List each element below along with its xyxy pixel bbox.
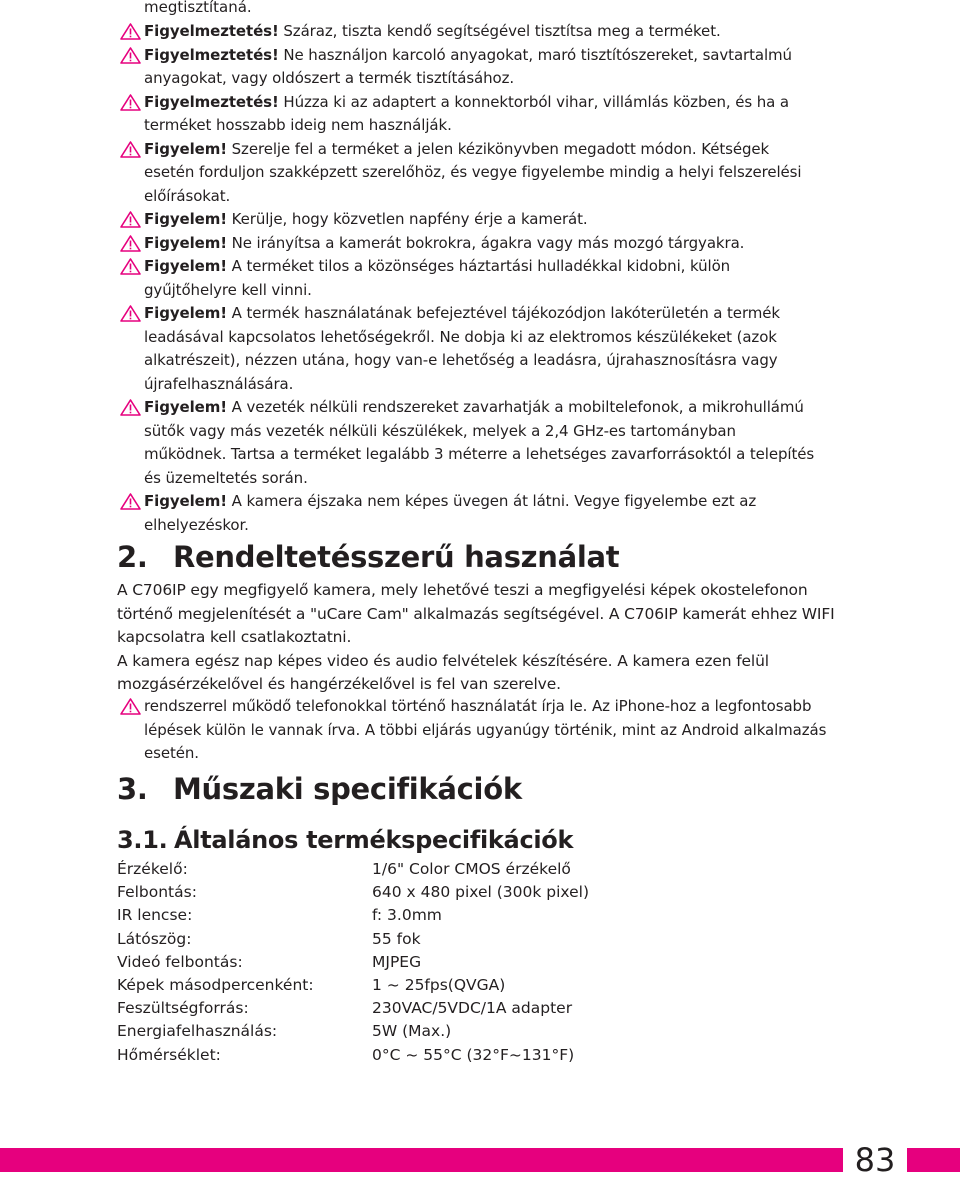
spec-label: Képek másodpercenként: (117, 976, 314, 995)
spec-label: IR lencse: (117, 906, 193, 925)
section-2-heading (117, 540, 619, 574)
spec-label: Látószög: (117, 929, 192, 948)
warning-triangle-icon (120, 258, 141, 275)
spec-label: Hőmérséklet: (117, 1045, 221, 1064)
warning-triangle-icon (120, 235, 141, 252)
section-3-heading (117, 772, 522, 806)
warning-triangle-icon (120, 305, 141, 322)
warning-triangle-icon (120, 141, 141, 158)
spec-label: Felbontás: (117, 883, 197, 902)
warning-label: Figyelmeztetés! (144, 22, 279, 40)
warning-item (120, 44, 820, 91)
warning-label: Figyelem! (144, 210, 227, 228)
footer-band (0, 1148, 960, 1172)
spec-table (117, 858, 589, 1067)
section-3-number: 3. (117, 772, 148, 806)
section-2-note-text: rendszerrel működő telefonokkal történő használatát írja le. Az iPhone-hoz a legfontosabb lépések külön le vannak írva. A többi eljárás ugyanúgy történik, mint az Android alkalmazás esetén. (144, 697, 827, 762)
section-2-number: 2. (117, 540, 148, 574)
section-2-body (117, 579, 857, 697)
spec-value: 5W (Max.) (372, 1022, 452, 1041)
section-3-1-number: 3.1. (117, 826, 168, 854)
section-3-title: Műszaki specifikációk (173, 772, 522, 806)
section-3-1-heading (117, 826, 573, 854)
warning-triangle-icon (120, 698, 141, 715)
spec-row (117, 1044, 589, 1067)
spec-label: Feszültségforrás: (117, 999, 249, 1018)
warning-triangle-icon (120, 493, 141, 510)
warning-item (120, 208, 820, 232)
spec-label: Érzékelő: (117, 860, 188, 878)
spec-value: 0°C ~ 55°C (32°F~131°F) (372, 1045, 575, 1064)
warning-label: Figyelem! (144, 398, 227, 416)
warning-text: A terméket tilos a közönséges háztartási hulladékkal kidobni, külön gyűjtőhelyre kell vinni. (144, 257, 731, 299)
spec-value: MJPEG (372, 952, 422, 971)
spec-row (117, 997, 589, 1020)
warning-text: Ne irányítsa a kamerát bokrokra, ágakra vagy más mozgó tárgyakra. (226, 233, 745, 252)
spec-row (117, 904, 589, 927)
spec-row (117, 951, 589, 974)
spec-value: 640 x 480 pixel (300k pixel) (372, 883, 589, 902)
section-2-note (120, 695, 864, 766)
warnings-list (120, 20, 820, 537)
spec-row (117, 928, 589, 951)
spec-value: 1/6" Color CMOS érzékelő (372, 860, 571, 878)
warning-label: Figyelem! (144, 233, 227, 252)
warning-text: A kamera éjszaka nem képes üvegen át látni. Vegye figyelembe ezt az elhelyezéskor. (144, 492, 757, 534)
warning-text: Ne használjon karcoló anyagokat, maró tisztítószereket, savtartalmú anyagokat, vagy oldószert a termék tisztításához. (144, 45, 792, 87)
warning-triangle-icon (120, 211, 141, 228)
spec-label: Videó felbontás: (117, 952, 243, 971)
warning-item (120, 302, 820, 396)
spec-row (117, 1020, 589, 1043)
spec-value: f: 3.0mm (372, 906, 442, 925)
spec-value: 55 fok (372, 929, 421, 948)
warning-triangle-icon (120, 94, 141, 111)
warning-text: Kerülje, hogy közvetlen napfény érje a kamerát. (226, 210, 588, 228)
page-number: 83 (843, 1140, 907, 1180)
warning-triangle-icon (120, 399, 141, 416)
warning-label: Figyelem! (144, 139, 227, 158)
section-2-paragraph-2: A kamera egész nap képes video és audio felvételek készítésére. A kamera ezen felül mozgásérzékelővel és hangérzékelővel is fel van szerelve. (117, 651, 769, 693)
warning-text: Húzza ki az adaptert a konnektorból vihar, villámlás közben, és ha a terméket hosszabb ideig nem használják. (144, 92, 790, 134)
warning-item (120, 396, 820, 490)
section-2-paragraph-1: A C706IP egy megfigyelő kamera, mely lehetővé teszi a megfigyelési képek okostelefonon történő megjelenítését a "uCare Cam" alkalmazás segítségével. A C706IP kamerát ehhez WIFI kapcsolatra kell csatlakoztatni. (117, 581, 835, 646)
warning-item (120, 490, 820, 537)
spec-value: 1 ~ 25fps(QVGA) (372, 976, 506, 995)
warning-item (120, 91, 820, 138)
warning-label: Figyelem! (144, 304, 227, 322)
section-2-title: Rendeltetésszerű használat (173, 540, 620, 574)
spec-value: 230VAC/5VDC/1A adapter (372, 999, 573, 1018)
warning-label: Figyelem! (144, 257, 227, 275)
warning-text: Szerelje fel a terméket a jelen kézikönyvben megadott módon. Kétségek esetén forduljon szakképzett szerelőhöz, és vegye figyelembe mindig a helyi felszerelési előírásokat. (144, 139, 802, 205)
warning-text: A vezeték nélküli rendszereket zavarhatják a mobiltelefonok, a mikrohullámú sütők vagy más vezeték nélküli készülékek, melyek a 2,4 GHz-es tartományban működnek. Tartsa a terméket legalább 3 méterre a lehetséges zavarforrásoktól a telepítés és üzemeltetés során. (144, 398, 815, 487)
warning-label: Figyelmeztetés! (144, 45, 279, 64)
section-3-1-title: Általános termékspecifikációk (174, 826, 574, 854)
warning-triangle-icon (120, 47, 141, 64)
warning-item (120, 20, 820, 44)
warning-label: Figyelmeztetés! (144, 92, 279, 111)
warning-item (120, 232, 820, 256)
spec-row (117, 974, 589, 997)
continued-text: megtisztítaná. (144, 0, 252, 16)
spec-row (117, 881, 589, 904)
warning-triangle-icon (120, 23, 141, 40)
spec-label: Energiafelhasználás: (117, 1022, 278, 1041)
warning-item (120, 255, 820, 302)
spec-row (117, 858, 589, 881)
warning-text: A termék használatának befejeztével tájékozódjon lakóterületén a termék leadásával kapcsolatos lehetőségekről. Ne dobja ki az elektromos készülékeket (azok alkatrészeit), nézzen utána, hogy van-e lehetőség a leadásra, újrahasznosításra vagy újrafelhasználására. (144, 304, 780, 393)
warning-text: Száraz, tiszta kendő segítségével tisztítsa meg a terméket. (278, 22, 721, 40)
warning-label: Figyelem! (144, 492, 227, 510)
warning-item (120, 138, 820, 209)
